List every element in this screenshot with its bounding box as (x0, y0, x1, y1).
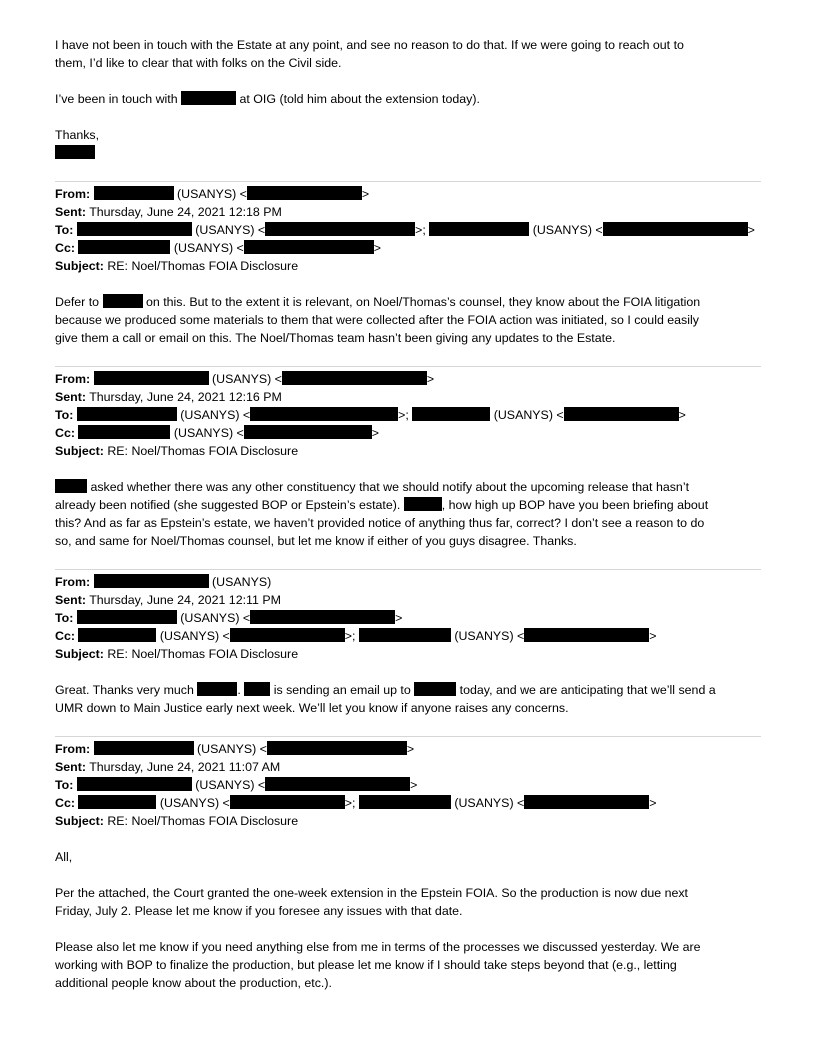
org: (USANYS) < (180, 611, 251, 625)
body-line (55, 293, 700, 311)
redaction (77, 222, 192, 236)
subject-text: RE: Noel/Thomas FOIA Disclosure (107, 647, 299, 661)
redaction (230, 795, 345, 809)
bracket: > (747, 223, 755, 237)
header-from (55, 370, 434, 388)
sent-date: Thursday, June 24, 2021 12:16 PM (89, 390, 282, 404)
bracket: > (406, 742, 415, 756)
cc-label: Cc: (55, 426, 75, 440)
redaction (359, 795, 451, 809)
bracket: >; (415, 223, 426, 237)
body-line: so, and same for Noel/Thomas counsel, but let me know if either of you guys disagree. Thanks. (55, 534, 577, 548)
header-to (55, 776, 417, 794)
redaction (524, 795, 649, 809)
redaction (250, 407, 398, 421)
org: (USANYS) < (197, 742, 267, 756)
header-to (55, 221, 755, 239)
redaction (78, 795, 156, 809)
subject-label: Subject: (55, 647, 104, 661)
redaction (412, 407, 490, 421)
redaction (603, 222, 748, 236)
redaction (244, 425, 372, 439)
org: (USANYS) (212, 575, 272, 589)
header-to (55, 609, 402, 627)
intro-oig-line (55, 90, 480, 108)
redaction (77, 777, 192, 791)
redaction (524, 628, 649, 642)
redaction (78, 628, 156, 642)
email-separator (55, 736, 761, 737)
redaction (244, 682, 270, 696)
org: (USANYS) < (173, 426, 244, 440)
intro-line: I have not been in touch with the Estate at any point, and see no reason to do that. If we were going to reach out to (55, 38, 684, 52)
body-line (55, 478, 689, 496)
signature-line (55, 144, 95, 162)
header-sent (55, 203, 282, 221)
body-line: because we produced some materials to them that were collected after the FOIA action was initiated, so I could easily (55, 313, 699, 327)
text: on this. But to the extent it is relevant, on Noel/Thomas’s counsel, they know about the FOIA litigation (145, 295, 701, 309)
redaction (265, 222, 415, 236)
org: (USANYS) < (493, 408, 564, 422)
cc-label: Cc: (55, 629, 75, 643)
org: (USANYS) < (454, 629, 525, 643)
header-subject (55, 812, 298, 830)
redaction (103, 294, 143, 308)
header-sent (55, 758, 280, 776)
text: , how high up BOP have you been briefing about (441, 498, 709, 512)
redaction (247, 186, 362, 200)
redaction (404, 497, 442, 511)
header-subject (55, 442, 298, 460)
header-sent (55, 591, 281, 609)
redaction (94, 371, 209, 385)
text: today, and we are anticipating that we’ll send a (459, 683, 716, 697)
redaction (94, 186, 174, 200)
subject-text: RE: Noel/Thomas FOIA Disclosure (107, 444, 299, 458)
header-cc (55, 424, 379, 442)
redaction (414, 682, 456, 696)
redaction (78, 425, 170, 439)
bracket: >; (398, 408, 409, 422)
cc-label: Cc: (55, 241, 75, 255)
header-subject (55, 645, 298, 663)
header-from (55, 740, 414, 758)
text: I’ve been in touch with (55, 92, 178, 106)
subject-label: Subject: (55, 444, 104, 458)
sent-label: Sent: (55, 593, 86, 607)
redaction (359, 628, 451, 642)
text: is sending an email up to (273, 683, 411, 697)
org: (USANYS) < (532, 223, 603, 237)
body-line: give them a call or email on this. The Noel/Thomas team hasn’t been giving any updates to the Estate. (55, 331, 616, 345)
body-line: working with BOP to finalize the production, but please let me know if I should take steps beyond that (e.g., letting (55, 958, 677, 972)
sent-label: Sent: (55, 760, 86, 774)
redaction (564, 407, 679, 421)
text: at OIG (told him about the extension today). (239, 92, 480, 106)
subject-label: Subject: (55, 259, 104, 273)
redaction (265, 777, 410, 791)
redaction (78, 240, 170, 254)
body-line: Per the attached, the Court granted the one-week extension in the Epstein FOIA. So the production is now due next (55, 886, 688, 900)
body-line: this? And as far as Epstein’s estate, we haven’t provided notice of anything thus far, correct? I don’t see a reason to do (55, 516, 705, 530)
cc-label: Cc: (55, 796, 75, 810)
from-label: From: (55, 575, 91, 589)
bracket: >; (344, 629, 356, 643)
email-separator (55, 569, 761, 570)
header-to (55, 406, 686, 424)
header-sent (55, 388, 282, 406)
email-separator (55, 366, 761, 367)
redaction (267, 741, 407, 755)
to-label: To: (55, 408, 74, 422)
org: (USANYS) < (177, 187, 247, 201)
org: (USANYS) < (454, 796, 525, 810)
subject-text: RE: Noel/Thomas FOIA Disclosure (107, 814, 299, 828)
redaction (77, 407, 177, 421)
redaction (94, 574, 209, 588)
org: (USANYS) < (173, 241, 244, 255)
email-separator (55, 181, 761, 182)
body-line (55, 496, 708, 514)
org: (USANYS) < (212, 372, 282, 386)
org: (USANYS) < (159, 629, 230, 643)
redaction (77, 610, 177, 624)
text: asked whether there was any other constituency that we should notify about the upcoming release that hasn’t (90, 480, 690, 494)
redaction (197, 682, 237, 696)
sent-label: Sent: (55, 390, 86, 404)
subject-label: Subject: (55, 814, 104, 828)
sent-date: Thursday, June 24, 2021 12:18 PM (89, 205, 282, 219)
header-subject (55, 257, 298, 275)
sent-label: Sent: (55, 205, 86, 219)
bracket: > (371, 426, 380, 440)
bracket: > (373, 241, 382, 255)
header-from (55, 573, 271, 591)
redaction (94, 741, 194, 755)
text: already been notified (she suggested BOP or Epstein’s estate). (55, 498, 401, 512)
header-cc (55, 794, 657, 812)
intro-line: them, I’d like to clear that with folks on the Civil side. (55, 56, 342, 70)
bracket: >; (344, 796, 356, 810)
text: . (237, 683, 241, 697)
org: (USANYS) < (195, 778, 266, 792)
redaction (244, 240, 374, 254)
from-label: From: (55, 742, 91, 756)
header-from (55, 185, 369, 203)
subject-text: RE: Noel/Thomas FOIA Disclosure (107, 259, 299, 273)
org: (USANYS) < (195, 223, 266, 237)
from-label: From: (55, 187, 91, 201)
redaction (429, 222, 529, 236)
sent-date: Thursday, June 24, 2021 12:11 PM (89, 593, 281, 607)
text: Defer to (55, 295, 100, 309)
bracket: > (649, 796, 657, 810)
redaction (282, 371, 427, 385)
redaction (55, 145, 95, 159)
body-line: Please also let me know if you need anything else from me in terms of the processes we discussed yesterday. We are (55, 940, 701, 954)
bracket: > (678, 408, 686, 422)
to-label: To: (55, 223, 74, 237)
sent-date: Thursday, June 24, 2021 11:07 AM (89, 760, 281, 774)
redaction (181, 91, 236, 105)
from-label: From: (55, 372, 91, 386)
org: (USANYS) < (180, 408, 251, 422)
body-line (55, 681, 716, 699)
org: (USANYS) < (159, 796, 230, 810)
header-cc (55, 239, 381, 257)
bracket: > (649, 629, 657, 643)
to-label: To: (55, 611, 74, 625)
to-label: To: (55, 778, 74, 792)
body-line: UMR down to Main Justice early next week. We’ll let you know if anyone raises any concerns. (55, 701, 569, 715)
redaction (55, 479, 87, 493)
bracket: > (410, 778, 418, 792)
redaction (250, 610, 395, 624)
text: Great. Thanks very much (55, 683, 194, 697)
body-line: Friday, July 2. Please let me know if you foresee any issues with that date. (55, 904, 463, 918)
bracket: > (395, 611, 403, 625)
redaction (230, 628, 345, 642)
signoff: Thanks, (55, 128, 100, 142)
bracket: > (426, 372, 435, 386)
body-line: additional people know about the production, etc.). (55, 976, 332, 990)
bracket: > (361, 187, 370, 201)
header-cc (55, 627, 657, 645)
body-line: All, (55, 850, 73, 864)
